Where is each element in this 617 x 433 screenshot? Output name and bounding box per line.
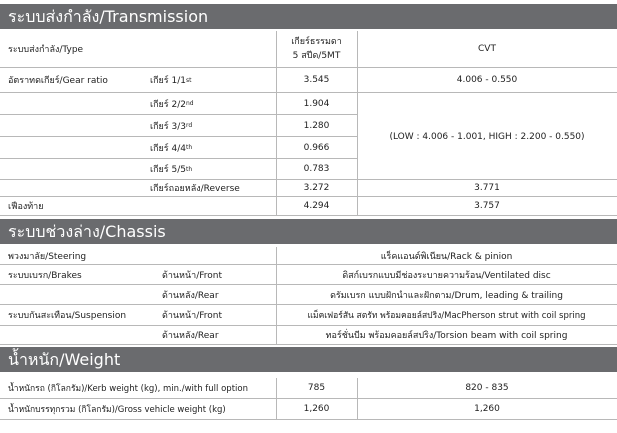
reverse-row (0, 180, 617, 197)
susp-rear-row (0, 326, 617, 345)
gear-manual-value: 1.280 (303, 120, 330, 131)
gear-name: เกียร์ 1/1 st (150, 76, 192, 86)
gear-row-4 (0, 137, 357, 159)
divider (357, 378, 358, 420)
final-manual-value: 4.294 (303, 201, 330, 211)
transmission-header: ระบบส่งกำลัง/Transmission (0, 4, 617, 29)
gear-manual-value: 3.545 (303, 75, 330, 85)
kerb-row (0, 378, 617, 399)
cvt-col-header: CVT (478, 44, 496, 54)
gear-ratio-label: อัตราทดเกียร์/Gear ratio (8, 76, 108, 86)
suspension-label: ระบบกันสะเทือน/Suspension (8, 311, 127, 321)
susp-front-value: แม็คเฟอร์สัน สตรัท พร้อมคอยล์สปริง/MacPherson strut with coil spring (307, 311, 586, 321)
gear-row-3 (0, 115, 357, 137)
gear-name: เกียร์ 3/3 rd (150, 121, 193, 132)
reverse-cvt-value: 3.771 (474, 183, 500, 193)
divider (276, 247, 277, 345)
final-cvt-value: 3.757 (474, 201, 500, 211)
gear-name: เกียร์ 5/5 th (150, 165, 193, 175)
brakes-rear-row (0, 285, 617, 305)
gear-row-1 (0, 68, 617, 93)
gear-cvt-value: 4.006 - 0.550 (456, 75, 518, 85)
steering-value: แร็คแอนด์พิเนียน/Rack & pinion (380, 251, 513, 262)
brakes-front-value: ดิสก์เบรกแบบมีช่องระบายความร้อน/Ventilated disc (342, 270, 551, 281)
brakes-front-row (0, 265, 617, 285)
cvt-range-value: (LOW : 4.006 - 1.001, HIGH : 2.200 - 0.550) (389, 131, 585, 142)
manual-col-header (276, 31, 357, 67)
gross-row (0, 399, 617, 420)
weight-header: น้ำหนัก/Weight (0, 347, 617, 372)
brakes-rear-value: ดรัมเบรก แบบฝักนำและฝักตาม/Drum, leading & trailing (330, 290, 563, 301)
final-drive-row (0, 197, 617, 216)
rear-label: ด้านหลัง/Rear (162, 331, 219, 341)
gear-name: เกียร์ 2/2 nd (150, 99, 194, 110)
manual-col-line2: 5 สปีด/5MT (292, 51, 341, 61)
final-drive-label: เฟืองท้าย (8, 202, 44, 212)
front-label: ด้านหน้า/Front (162, 270, 222, 281)
susp-rear-value: ทอร์ชั่นบีม พร้อมคอยล์สปริง/Torsion beam with coil spring (325, 331, 568, 341)
divider (276, 378, 277, 420)
gross-label: น้ำหนักบรรทุกรวม (กิโลกรัม)/Gross vehicle weight (kg) (8, 405, 226, 415)
type-row (0, 31, 617, 68)
kerb-label: น้ำหนักรถ (กิโลกรัม)/Kerb weight (kg), min./with full option (8, 384, 248, 394)
reverse-manual-value: 3.272 (303, 183, 330, 193)
gross-cvt-value: 1,260 (474, 404, 500, 414)
gear-manual-value: 0.966 (303, 142, 330, 153)
reverse-label: เกียร์ถอยหลัง/Reverse (150, 184, 240, 194)
kerb-cvt-value: 820 - 835 (465, 383, 509, 393)
manual-col-line1: เกียร์ธรรมดา (291, 37, 342, 47)
gear-name: เกียร์ 4/4 th (150, 143, 193, 154)
kerb-manual-value: 785 (307, 383, 326, 393)
gear-manual-value: 1.904 (303, 98, 330, 109)
divider (276, 31, 277, 216)
chassis-header: ระบบช่วงล่าง/Chassis (0, 219, 617, 244)
divider (357, 31, 358, 216)
brakes-label: ระบบเบรก/Brakes (8, 270, 82, 281)
front-label: ด้านหน้า/Front (162, 311, 222, 321)
rear-label: ด้านหลัง/Rear (162, 290, 219, 301)
gear-manual-value: 0.783 (303, 164, 330, 174)
type-label: ระบบส่งกำลัง/Type (8, 45, 84, 55)
steering-row (0, 247, 617, 265)
steering-label: พวงมาลัย/Steering (8, 251, 87, 262)
susp-front-row (0, 305, 617, 326)
gross-manual-value: 1,260 (303, 404, 330, 414)
gear-row-2 (0, 93, 357, 115)
